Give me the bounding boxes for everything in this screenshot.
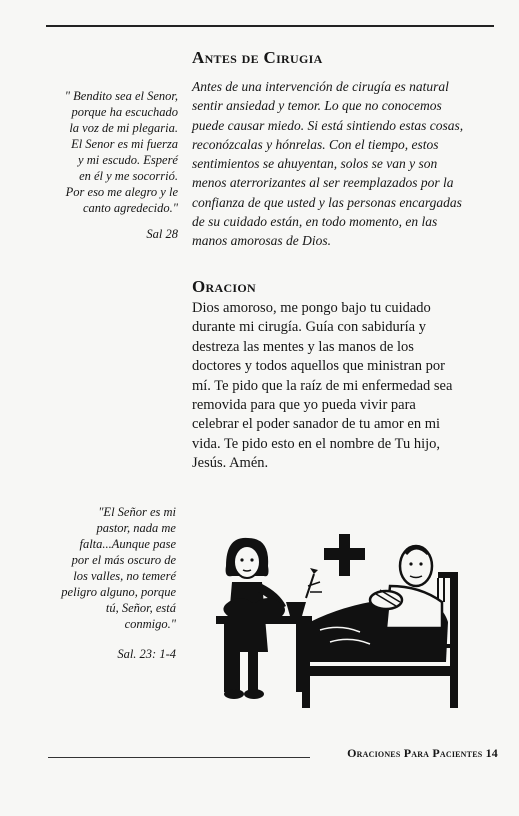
paragraph-line: destreza las mentes y las manos de los [192,338,414,355]
quote-line: falta...Aunque pase [79,537,176,551]
quote-line: Por eso me alegro y le [65,185,178,199]
quote-line: por el más oscuro de [71,553,176,567]
sidebar-quote-psalm-23 [42,504,176,662]
quote-line: tú, Señor, está [105,601,176,615]
paragraph-line: reconózcalas y hónrelas. Con el tiempo, estos [192,136,439,152]
top-rule [46,25,494,27]
woodcut-illustration [210,532,472,712]
sidebar-quote-psalm-28 [44,88,178,242]
paragraph-line: removida para que yo pueda vivir para [192,397,416,414]
paragraph-line: Dios amoroso, me pongo bajo tu cuidado [192,300,431,316]
footer-title: Oraciones Para Pacientes [347,746,483,760]
quote-reference: Sal. 23: 1-4 [117,647,176,661]
quote-line: canto agredecido." [82,201,178,215]
quote-line: los valles, no temeré [73,569,176,583]
quote-line: la voz de mi plegaria. [69,121,178,135]
prayer-paragraph [192,299,502,474]
patient-figure [310,546,448,662]
paragraph-line: mí. Te pido que la raíz de mi enfermedad sea [192,377,453,394]
quote-line: y mi escudo. Esperé [78,153,178,167]
paragraph-line: de su cuidado están, en todo momento, en las [192,214,438,230]
page-number: 14 [485,746,498,760]
quote-line: en él y me socorrió. [79,169,178,183]
paragraph-line: durante mi cirugía. Guía con sabiduría y [192,319,426,336]
paragraph-line: manos amorosas de Dios. [192,233,332,249]
footer-rule [48,757,310,758]
quote-line: porque ha escuchado [71,105,178,119]
paragraph-line: sentir ansiedad y temor. Lo que no conocemos [192,98,442,114]
quote-line: conmigo." [124,617,176,631]
paragraph-line: sentimientos se ahuyentan, solos se van y son [192,156,438,172]
quote-line: "El Señor es mi [98,505,176,519]
paragraph-line: vida. Te pido esto en el nombre de Tu hijo, [192,435,441,452]
paragraph-line: puede causar miedo. Si está sintiendo estas cosas, [192,117,464,133]
paragraph-line: Antes de una intervención de cirugía es natural [192,79,449,94]
quote-reference: Sal 28 [146,227,178,241]
paragraph-line: celebrar el poder sanador de tu amor en mi [192,416,441,433]
section-title-oracion: Oracion [192,277,256,296]
cross-icon [324,534,365,576]
paragraph-line: doctores y todos aquellos que ministran por [192,358,445,375]
section-title-antes-de-cirugia: Antes de Cirugia [192,48,323,67]
quote-line: El Senor es mi fuerza [71,137,178,151]
paragraph-line: Jesús. Amén. [192,455,269,472]
paragraph-line: menos aterrorizantes al ser reemplazados por la [192,175,454,191]
intro-paragraph [192,77,502,251]
quote-line: " Bendito sea el Senor, [64,89,178,103]
quote-line: peligro alguno, porque [61,585,176,599]
quote-line: pastor, nada me [96,521,176,535]
page-footer [347,746,498,761]
paragraph-line: confianza de que usted y las personas encargadas [192,194,462,210]
